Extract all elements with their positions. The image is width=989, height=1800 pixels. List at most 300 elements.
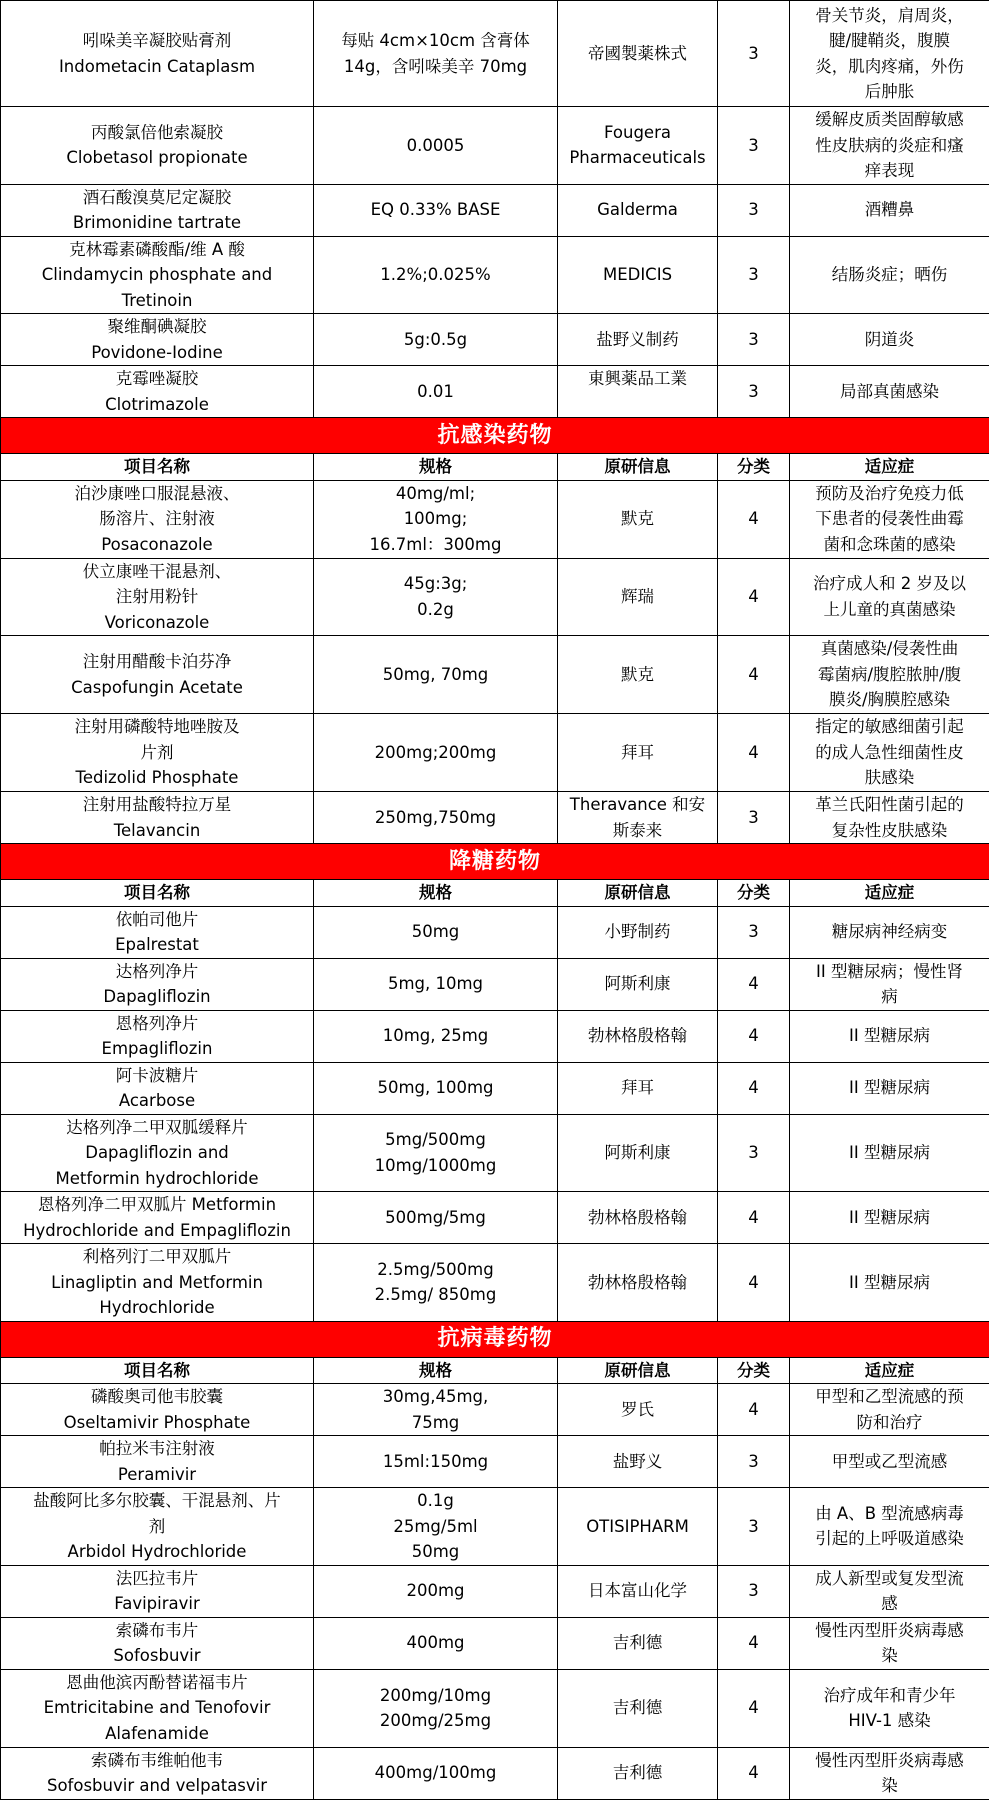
spec-cell (314, 1747, 558, 1799)
item-name-cell (1, 958, 314, 1010)
origin-cell-line: 拜耳 (621, 742, 654, 762)
table-row (1, 184, 989, 236)
spec-cell-line: 100mg; (403, 509, 468, 529)
item-name-cell-line: Empagliflozin (101, 1039, 213, 1058)
item-name-cell (1, 1617, 314, 1669)
column-header: 适应症 (790, 1357, 989, 1384)
item-name-cell (1, 1384, 314, 1436)
category-cell: 3 (718, 1, 790, 107)
item-name-cell-line: Hydrochloride (99, 1298, 215, 1317)
indication-cell-line: 治疗成年和青少年 (823, 1685, 956, 1705)
spec-cell (314, 714, 558, 792)
item-name-cell-line: Dapagliflozin and (85, 1143, 229, 1162)
item-name-cell-line: 克霉唑凝胶 (115, 369, 199, 388)
category-cell: 3 (718, 1488, 790, 1566)
indication-cell (790, 1192, 989, 1244)
origin-cell (558, 1617, 718, 1669)
item-name-cell-line: Arbidol Hydrochloride (67, 1542, 247, 1561)
origin-cell-line: 辉瑞 (621, 587, 654, 606)
indication-cell-line: 霉菌病/腹腔脓肿/腹 (817, 664, 962, 684)
origin-cell (558, 314, 718, 366)
origin-cell-line: 默克 (621, 664, 654, 684)
indication-cell (790, 107, 989, 185)
indication-cell (790, 714, 989, 792)
item-name-cell-line: 注射用醋酸卡泊芬净 (82, 652, 232, 671)
indication-cell-line: 骨关节炎，肩周炎， (815, 5, 964, 25)
indication-cell (790, 792, 989, 844)
indication-cell-line: II 型糖尿病；慢性肾 (816, 961, 963, 981)
section-title-row (1, 1321, 989, 1357)
table-row (1, 366, 989, 418)
table-row (1, 236, 989, 314)
spec-cell-line: 14g，含吲哚美辛 70mg (343, 56, 528, 76)
indication-cell-line: 革兰氏阳性菌引起的 (815, 795, 964, 814)
table-row (1, 1384, 989, 1436)
spec-cell-line: 200mg/10mg (379, 1685, 492, 1705)
origin-cell-line: 盐野义制药 (596, 329, 679, 349)
indication-cell (790, 558, 989, 636)
spec-cell-line: 5g:0.5g (403, 329, 468, 349)
category-cell: 4 (718, 558, 790, 636)
indication-cell-line: II 型糖尿病 (849, 1143, 930, 1162)
item-name-cell-line: Posaconazole (101, 534, 213, 554)
spec-cell-line: 0.0005 (406, 135, 465, 155)
origin-cell-line: Pharmaceuticals (569, 148, 706, 168)
category-cell: 3 (718, 314, 790, 366)
indication-cell-line: 感 (881, 1594, 898, 1613)
origin-cell (558, 906, 718, 958)
origin-cell (558, 184, 718, 236)
item-name-cell-line: 聚维酮碘凝胶 (107, 317, 207, 336)
origin-cell-line: Galderma (597, 200, 678, 220)
origin-cell-line: 默克 (621, 509, 654, 529)
item-name-cell-line: Clotrimazole (105, 394, 209, 414)
indication-cell (790, 236, 989, 314)
item-name-cell-line: 注射用盐酸特拉万星 (82, 795, 232, 814)
origin-cell (558, 480, 718, 558)
indication-cell-line: 染 (881, 1776, 898, 1795)
section-title: 抗感染药物 (1, 418, 989, 454)
origin-cell-line: 阿斯利康 (604, 1143, 671, 1162)
item-name-cell (1, 1192, 314, 1244)
table-row (1, 314, 989, 366)
indication-cell (790, 636, 989, 714)
indication-cell (790, 1, 989, 107)
spec-cell-line: 2.5mg/ 850mg (374, 1285, 497, 1305)
spec-cell (314, 314, 558, 366)
item-name-cell-line: 克林霉素磷酸酯/维 A 酸 (69, 239, 245, 259)
category-cell: 4 (718, 1192, 790, 1244)
origin-cell (558, 366, 718, 418)
column-header: 原研信息 (558, 454, 718, 481)
indication-cell (790, 958, 989, 1010)
item-name-cell (1, 480, 314, 558)
origin-cell (558, 1565, 718, 1617)
spec-cell-line: 0.01 (417, 381, 454, 401)
item-name-cell-line: 注射用粉针 (115, 587, 199, 606)
indication-cell (790, 1669, 989, 1747)
indication-cell-line: 治疗成人和 2 岁及以 (813, 574, 966, 594)
item-name-cell-line: Sofosbuvir and velpatasvir (46, 1776, 268, 1795)
indication-cell-line: 酒糟鼻 (864, 200, 915, 220)
origin-cell (558, 1384, 718, 1436)
spec-cell (314, 1669, 558, 1747)
section-title-row (1, 418, 989, 454)
origin-cell-line: 拜耳 (621, 1078, 654, 1098)
indication-cell-line: 预防及治疗免疫力低 (815, 483, 964, 503)
table-row (1, 1114, 989, 1192)
indication-cell (790, 1384, 989, 1436)
origin-cell (558, 636, 718, 714)
item-name-cell-line: Emtricitabine and Tenofovir (43, 1698, 271, 1718)
item-name-cell-line: 达格列净二甲双胍缓释片 (66, 1117, 248, 1137)
origin-cell (558, 236, 718, 314)
item-name-cell (1, 366, 314, 418)
origin-cell-line: 吉利德 (612, 1698, 663, 1718)
category-cell: 4 (718, 1244, 790, 1322)
table-row (1, 107, 989, 185)
column-header: 分类 (718, 880, 790, 907)
indication-cell-line: 复杂性皮肤感染 (831, 820, 948, 840)
spec-cell-line: 50mg (411, 922, 460, 942)
spec-cell (314, 1010, 558, 1062)
origin-cell (558, 1062, 718, 1114)
section-title: 抗病毒药物 (1, 1321, 989, 1357)
origin-cell-line: 罗氏 (621, 1399, 654, 1419)
item-name-cell-line: Clobetasol propionate (66, 148, 248, 168)
indication-cell-line: 菌和念珠菌的感染 (823, 534, 956, 554)
indication-cell-line: 慢性丙型肝炎病毒感 (815, 1750, 964, 1770)
column-header: 规格 (314, 880, 558, 907)
item-name-cell-line: Indometacin Cataplasm (58, 56, 256, 76)
indication-cell (790, 1617, 989, 1669)
indication-cell (790, 1114, 989, 1192)
origin-cell (558, 1436, 718, 1488)
category-cell: 4 (718, 1384, 790, 1436)
indication-cell-line: 局部真菌感染 (840, 381, 939, 401)
origin-cell-line: 阿斯利康 (604, 974, 671, 994)
spec-cell-line: 0.1g (417, 1491, 454, 1510)
origin-cell (558, 1010, 718, 1062)
item-name-cell-line: 泊沙康唑口服混悬液、 (74, 483, 240, 503)
category-cell: 4 (718, 1010, 790, 1062)
item-name-cell-line: 恩曲他滨丙酚替诺福韦片 (66, 1672, 248, 1692)
category-cell: 4 (718, 714, 790, 792)
item-name-cell-line: 丙酸氯倍他索凝胶 (91, 122, 223, 142)
indication-cell (790, 1747, 989, 1799)
spec-cell (314, 906, 558, 958)
spec-cell-line: 40mg/ml; (395, 483, 476, 503)
category-cell: 3 (718, 184, 790, 236)
indication-cell-line: 腱/腱鞘炎，腹膜 (828, 31, 951, 50)
spec-cell-line: 75mg (411, 1412, 460, 1432)
column-header: 项目名称 (1, 454, 314, 481)
origin-cell (558, 958, 718, 1010)
table-header-row (1, 880, 989, 907)
column-header: 原研信息 (558, 880, 718, 907)
category-cell: 3 (718, 1114, 790, 1192)
table-row (1, 958, 989, 1010)
spec-cell-line: 200mg (406, 1581, 465, 1601)
indication-cell-line: II 型糖尿病 (849, 1026, 930, 1046)
origin-cell-line: 勃林格殷格翰 (588, 1207, 687, 1227)
item-name-cell (1, 184, 314, 236)
item-name-cell-line: Tretinoin (121, 290, 193, 310)
spec-cell-line: 250mg,750mg (374, 807, 497, 827)
spec-cell-line: 200mg;200mg (374, 742, 497, 762)
spec-cell-line: 5mg/500mg (385, 1130, 486, 1150)
table-row (1, 1565, 989, 1617)
spec-cell-line: 400mg/100mg (374, 1763, 497, 1783)
spec-cell-line: 50mg (411, 1542, 460, 1561)
item-name-cell-line: Brimonidine tartrate (72, 213, 242, 232)
indication-cell-line: 炎，肌肉疼痛，外伤 (815, 56, 964, 76)
item-name-cell (1, 1244, 314, 1322)
indication-cell-line: 染 (881, 1646, 898, 1665)
indication-cell-line: 指定的敏感细菌引起 (815, 717, 964, 737)
spec-cell-line: 16.7ml：300mg (369, 534, 502, 554)
origin-cell-line: 盐野义 (612, 1451, 663, 1471)
category-cell: 3 (718, 906, 790, 958)
indication-cell-line: 的成人急性细菌性皮 (815, 742, 964, 762)
item-name-cell (1, 906, 314, 958)
section-title-row (1, 844, 989, 880)
spec-cell-line: 10mg, 25mg (382, 1026, 489, 1046)
spec-cell-line: 15ml:150mg (382, 1451, 489, 1471)
category-cell: 3 (718, 792, 790, 844)
item-name-cell-line: 索磷布韦维帕他韦 (91, 1750, 223, 1770)
indication-cell (790, 1436, 989, 1488)
origin-cell-line: MEDICIS (602, 265, 673, 284)
item-name-cell (1, 714, 314, 792)
item-name-cell-line: 片剂 (140, 742, 174, 762)
indication-cell-line: 病 (881, 987, 898, 1006)
item-name-cell-line: Oseltamivir Phosphate (63, 1412, 251, 1432)
column-header: 分类 (718, 454, 790, 481)
item-name-cell-line: 恩格列净二甲双胍片 Metformin (37, 1195, 277, 1214)
item-name-cell-line: 利格列汀二甲双胍片 (82, 1247, 232, 1266)
item-name-cell-line: Tedizolid Phosphate (75, 768, 239, 788)
origin-cell-line: 吉利德 (612, 1763, 663, 1783)
table-header-row (1, 1357, 989, 1384)
item-name-cell (1, 236, 314, 314)
origin-cell-line: 日本富山化学 (588, 1581, 687, 1601)
origin-cell-line: 東興薬品工業 (588, 369, 687, 388)
spec-cell-line: 500mg/5mg (385, 1207, 486, 1227)
indication-cell (790, 1565, 989, 1617)
item-name-cell (1, 1, 314, 107)
table-row (1, 1747, 989, 1799)
item-name-cell (1, 314, 314, 366)
item-name-cell-line: Metformin hydrochloride (55, 1168, 259, 1188)
indication-cell (790, 366, 989, 418)
origin-cell-line: 帝國製薬株式 (588, 43, 687, 63)
item-name-cell (1, 1488, 314, 1566)
origin-cell-line: 小野制药 (604, 922, 671, 942)
spec-cell-line: 200mg/25mg (379, 1711, 492, 1730)
spec-cell-line: 25mg/5ml (393, 1516, 478, 1536)
item-name-cell-line: 索磷布韦片 (115, 1620, 199, 1640)
indication-cell-line: 阴道炎 (864, 329, 915, 349)
item-name-cell (1, 1747, 314, 1799)
item-name-cell-line: Favipiravir (114, 1594, 200, 1613)
category-cell: 4 (718, 1747, 790, 1799)
item-name-cell (1, 1114, 314, 1192)
origin-cell-line: Theravance 和安 (569, 795, 706, 814)
column-header: 适应症 (790, 454, 989, 481)
spec-cell (314, 1062, 558, 1114)
spec-cell (314, 792, 558, 844)
item-name-cell-line: Hydrochloride and Empagliflozin (23, 1220, 291, 1240)
table-row (1, 1669, 989, 1747)
category-cell: 3 (718, 1565, 790, 1617)
spec-cell (314, 480, 558, 558)
item-name-cell-line: 伏立康唑干混悬剂、 (82, 561, 232, 581)
spec-cell (314, 558, 558, 636)
section-title: 降糖药物 (1, 844, 989, 880)
spec-cell-line: 50mg, 100mg (377, 1078, 494, 1098)
table-row (1, 714, 989, 792)
spec-cell (314, 107, 558, 185)
spec-cell (314, 1192, 558, 1244)
spec-cell-line: 每贴 4cm×10cm 含膏体 (341, 31, 530, 50)
item-name-cell-line: 磷酸奥司他韦胶囊 (91, 1387, 223, 1406)
table-row (1, 1, 989, 107)
indication-cell-line: 痒表现 (864, 161, 915, 180)
spec-cell-line: 50mg, 70mg (382, 664, 489, 684)
category-cell: 4 (718, 1669, 790, 1747)
item-name-cell (1, 1062, 314, 1114)
indication-cell (790, 1244, 989, 1322)
indication-cell (790, 184, 989, 236)
spec-cell-line: 10mg/1000mg (374, 1155, 497, 1175)
item-name-cell-line: 法匹拉韦片 (115, 1568, 199, 1588)
indication-cell-line: 真菌感染/侵袭性曲 (820, 639, 959, 659)
category-cell: 4 (718, 636, 790, 714)
item-name-cell-line: 依帕司他片 (115, 909, 199, 929)
origin-cell-line: 勃林格殷格翰 (588, 1026, 687, 1046)
table-row (1, 1062, 989, 1114)
spec-cell (314, 366, 558, 418)
category-cell: 3 (718, 366, 790, 418)
item-name-cell-line: 阿卡波糖片 (115, 1065, 199, 1085)
table-header-row (1, 454, 989, 481)
table-row (1, 480, 989, 558)
item-name-cell-line: Acarbose (118, 1091, 196, 1110)
spec-cell (314, 958, 558, 1010)
origin-cell (558, 107, 718, 185)
category-cell: 3 (718, 1436, 790, 1488)
spec-cell (314, 1436, 558, 1488)
indication-cell-line: 甲型或乙型流感 (831, 1451, 948, 1471)
item-name-cell-line: Alafenamide (105, 1723, 209, 1743)
spec-cell-line: 2.5mg/500mg (377, 1259, 494, 1279)
indication-cell (790, 314, 989, 366)
indication-cell-line: 后肿胀 (864, 82, 915, 101)
column-header: 项目名称 (1, 880, 314, 907)
table-row (1, 636, 989, 714)
item-name-cell (1, 1565, 314, 1617)
indication-cell (790, 906, 989, 958)
item-name-cell-line: Linagliptin and Metformin (51, 1272, 263, 1292)
item-name-cell-line: 注射用磷酸特地唑胺及 (74, 717, 240, 737)
category-cell: 4 (718, 958, 790, 1010)
origin-cell-line: 吉利德 (612, 1633, 663, 1653)
indication-cell-line: II 型糖尿病 (849, 1272, 930, 1292)
item-name-cell-line: Telavancin (113, 820, 201, 840)
spec-cell-line: 30mg,45mg, (382, 1387, 489, 1406)
category-cell: 4 (718, 1062, 790, 1114)
item-name-cell-line: 恩格列净片 (115, 1013, 199, 1033)
spec-cell-line: 1.2%;0.025% (380, 265, 491, 284)
spec-cell (314, 636, 558, 714)
item-name-cell (1, 1436, 314, 1488)
item-name-cell (1, 558, 314, 636)
item-name-cell-line: Epalrestat (115, 935, 199, 954)
origin-cell (558, 1114, 718, 1192)
spec-cell (314, 184, 558, 236)
origin-cell (558, 1669, 718, 1747)
spec-cell (314, 1565, 558, 1617)
column-header: 分类 (718, 1357, 790, 1384)
origin-cell (558, 714, 718, 792)
category-cell: 4 (718, 480, 790, 558)
indication-cell-line: 结肠炎症；晒伤 (831, 265, 948, 284)
spec-cell-line: 45g:3g; (403, 574, 468, 594)
spec-cell (314, 1384, 558, 1436)
spec-cell (314, 1244, 558, 1322)
origin-cell-line: Fougera (604, 122, 671, 142)
item-name-cell-line: 肠溶片、注射液 (99, 509, 215, 529)
column-header: 原研信息 (558, 1357, 718, 1384)
indication-cell-line: 膜炎/胸膜腔感染 (828, 690, 951, 710)
indication-cell-line: 成人新型或复发型流 (815, 1568, 964, 1588)
origin-cell (558, 1747, 718, 1799)
column-header: 规格 (314, 454, 558, 481)
origin-cell (558, 558, 718, 636)
item-name-cell-line: Povidone-Iodine (91, 342, 223, 362)
origin-cell (558, 1, 718, 107)
item-name-cell (1, 792, 314, 844)
table-row (1, 1436, 989, 1488)
table-row (1, 906, 989, 958)
indication-cell-line: 性皮肤病的炎症和瘙 (815, 135, 964, 155)
item-name-cell-line: Voriconazole (104, 612, 210, 632)
spec-cell-line: 400mg (406, 1633, 465, 1653)
origin-cell-line: 勃林格殷格翰 (588, 1272, 687, 1292)
origin-cell-line: 斯泰来 (612, 820, 663, 840)
indication-cell-line: 上儿童的真菌感染 (823, 599, 956, 619)
indication-cell-line: 慢性丙型肝炎病毒感 (815, 1620, 964, 1640)
category-cell: 3 (718, 236, 790, 314)
indication-cell-line: 由 A、B 型流感病毒 (815, 1503, 964, 1523)
item-name-cell-line: Caspofungin Acetate (71, 677, 243, 697)
item-name-cell-line: Peramivir (117, 1464, 197, 1484)
indication-cell-line: II 型糖尿病 (849, 1207, 930, 1227)
category-cell: 3 (718, 107, 790, 185)
origin-cell (558, 1192, 718, 1244)
spec-cell-line: 5mg, 10mg (387, 974, 484, 994)
item-name-cell-line: 酒石酸溴莫尼定凝胶 (82, 187, 232, 207)
item-name-cell-line: Dapagliflozin (103, 987, 211, 1006)
origin-cell (558, 1244, 718, 1322)
column-header: 适应症 (790, 880, 989, 907)
item-name-cell (1, 636, 314, 714)
item-name-cell-line: 达格列净片 (115, 961, 199, 981)
indication-cell-line: 肤感染 (864, 768, 915, 788)
indication-cell-line: 下患者的侵袭性曲霉 (815, 509, 964, 529)
indication-cell-line: 甲型和乙型流感的预 (815, 1387, 964, 1406)
